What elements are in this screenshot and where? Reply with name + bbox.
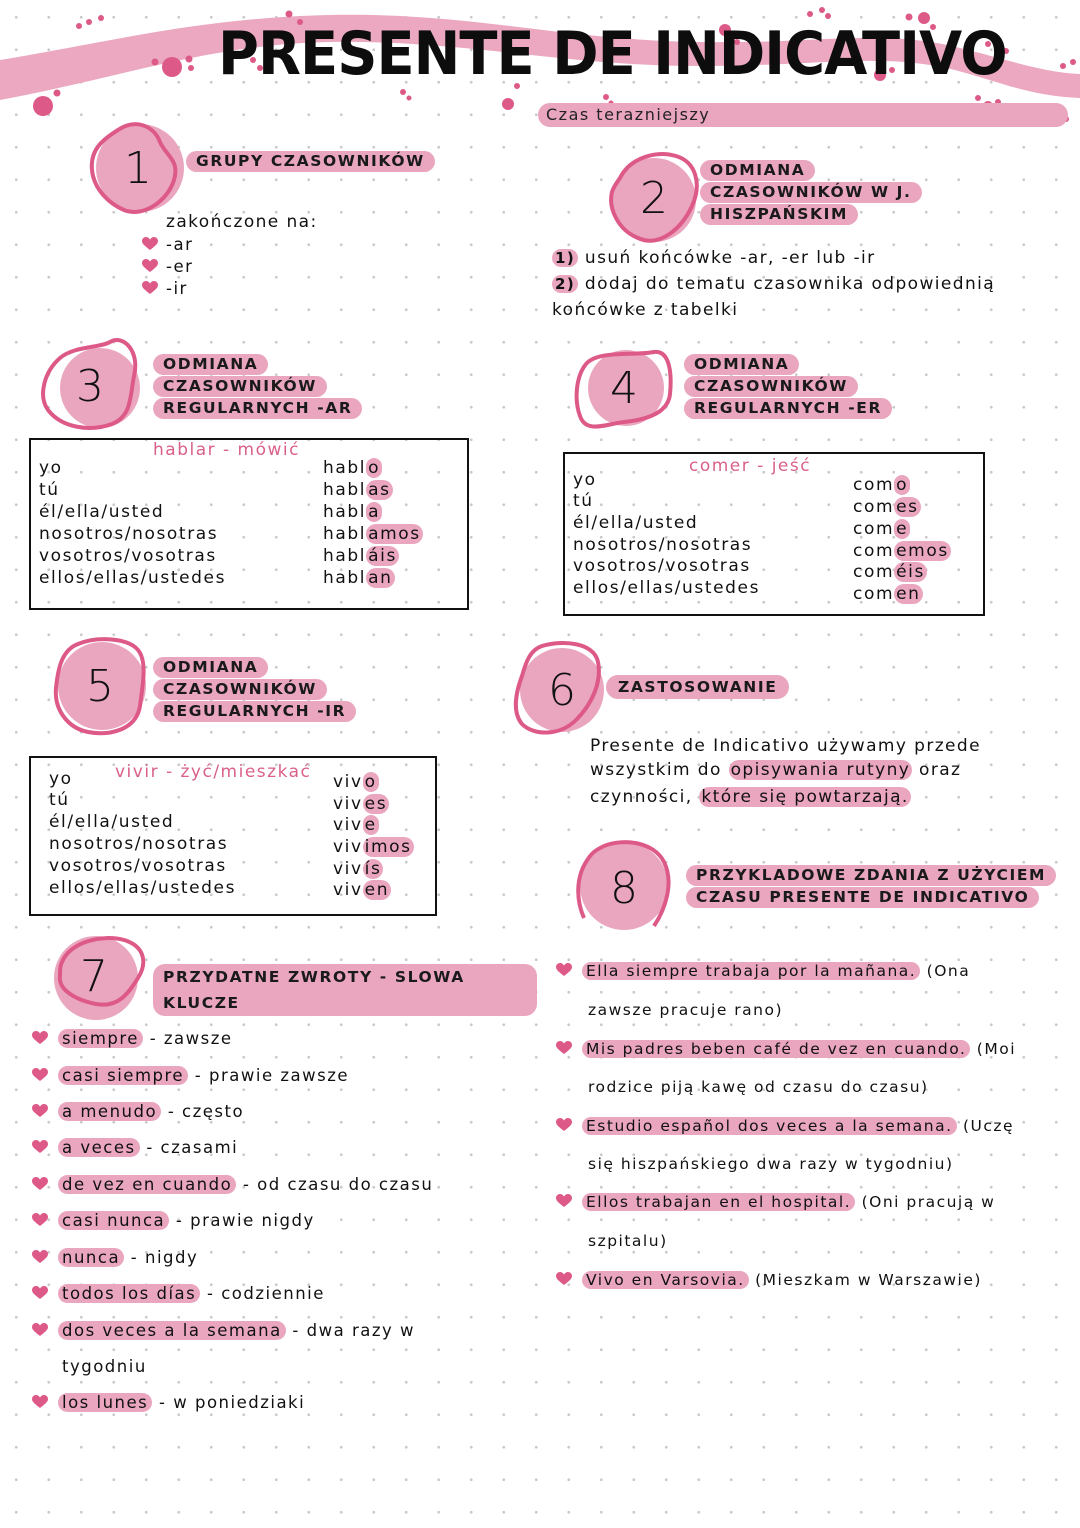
verb-form	[853, 561, 927, 583]
page-title: PRESENTE DE INDICATIVO	[218, 19, 1007, 89]
key-phrases-list	[32, 1028, 532, 1428]
steps-list	[552, 245, 995, 323]
section-title-line: ODMIANA	[684, 354, 799, 375]
heart-bullet-icon	[556, 1041, 572, 1055]
section-title-line: REGULARNYCH -AR	[153, 398, 362, 419]
step-text: dodaj do tematu czasownika odpowiednią	[584, 274, 996, 294]
sentence-pl-continued: rodzice piją kawę od czasu do czasu)	[588, 1078, 929, 1096]
pronoun: nosotros/nosotras	[573, 535, 753, 555]
usage-line-2	[590, 758, 981, 782]
section-title-line: PRZYDATNE ZWROTY - SLOWA KLUCZE	[153, 964, 537, 1016]
step-1	[552, 245, 995, 271]
section-6-header	[606, 675, 789, 700]
section-1-badge	[88, 118, 188, 218]
verb-label: vivir - żyć/mieszkać	[115, 762, 312, 782]
verb-form	[323, 501, 382, 523]
pronoun: vosotros/vosotras	[573, 556, 751, 576]
verb-ending: o	[364, 772, 377, 792]
verb-form	[853, 474, 910, 496]
verb-ending: amos	[368, 524, 421, 544]
section-number: 5	[86, 660, 114, 712]
sentence-pl: (Oni pracują w	[855, 1193, 996, 1211]
sentence-es: Vivo en Varsovia.	[582, 1271, 749, 1289]
sentence-es: Estudio español dos veces a la semana.	[582, 1117, 957, 1135]
conjugation-table-ar	[29, 438, 469, 610]
ending-text: -ir	[166, 279, 188, 298]
heart-bullet-icon	[556, 1118, 572, 1132]
conjugation-table-ir	[29, 756, 437, 916]
verb-ending: ís	[364, 859, 382, 879]
section-title-line: REGULARNYCH -ER	[684, 398, 892, 419]
pronoun: tú	[49, 790, 70, 810]
pronoun: él/ella/usted	[39, 502, 165, 522]
phrase-es: casi nunca	[58, 1211, 169, 1230]
verb-form	[323, 523, 423, 545]
verb-label: comer - jeść	[689, 456, 812, 476]
section-title-line: CZASU PRESENTE DE INDICATIVO	[686, 887, 1039, 908]
verb-stem: habl	[323, 546, 367, 566]
heart-bullet-icon	[556, 1194, 572, 1208]
section-8-header	[686, 865, 1056, 909]
verb-stem: viv	[333, 815, 363, 835]
sentence-pl: (Moi	[970, 1040, 1017, 1058]
heart-bullet-icon	[142, 281, 158, 295]
phrase-pl: - codziennie	[200, 1284, 325, 1303]
sentence-pl-continued: szpitalu)	[588, 1232, 668, 1250]
phrase-es: siempre	[58, 1029, 143, 1048]
verb-ending: e	[896, 519, 909, 539]
phrase-pl: - nigdy	[124, 1248, 199, 1267]
verb-form	[333, 879, 391, 901]
phrase-es: todos los días	[58, 1284, 200, 1303]
section-title-line: REGULARNYCH -IR	[153, 701, 356, 722]
pronoun: yo	[49, 769, 73, 789]
verb-ending: imos	[364, 837, 412, 857]
verb-form	[853, 583, 923, 605]
step-2	[552, 271, 995, 297]
section-7-badge	[52, 932, 152, 1032]
heart-bullet-icon	[32, 1031, 48, 1045]
section-4-header	[684, 354, 892, 420]
heart-bullet-icon	[32, 1213, 48, 1227]
verb-form	[333, 814, 379, 836]
verb-form	[333, 858, 383, 880]
step-text: usuń końcówke -ar, -er lub -ir	[584, 248, 876, 268]
step-2-continued: końcówke z tabelki	[552, 300, 739, 320]
verb-form	[333, 836, 414, 858]
pronoun: ellos/ellas/ustedes	[573, 578, 761, 598]
verb-form	[333, 771, 379, 793]
usage-paragraph	[590, 734, 981, 809]
phrase-es: a menudo	[58, 1102, 161, 1121]
verb-stem: habl	[323, 502, 367, 522]
verb-stem: viv	[333, 859, 363, 879]
section-3-header	[153, 354, 362, 420]
phrase-pl: - dwa razy w	[285, 1321, 416, 1340]
heart-bullet-icon	[32, 1068, 48, 1082]
sentence-pl: (Uczę	[956, 1117, 1015, 1135]
phrase-pl: - prawie nigdy	[169, 1211, 315, 1230]
step-number: 2)	[552, 275, 578, 293]
section-number: 3	[76, 360, 104, 412]
pronoun: él/ella/usted	[573, 513, 699, 533]
title-banner	[0, 0, 1080, 130]
section-number: 6	[548, 664, 576, 716]
pronoun: ellos/ellas/ustedes	[49, 878, 237, 898]
verb-ending: o	[368, 458, 381, 478]
section-3-badge	[40, 336, 140, 436]
section-title-line: ODMIANA	[700, 160, 815, 181]
verb-stem: habl	[323, 458, 367, 478]
phrase-pl: - w poniedziaki	[152, 1393, 306, 1412]
phrase-pl: - często	[161, 1102, 245, 1121]
ending-text: -er	[166, 257, 194, 276]
heart-bullet-icon	[32, 1323, 48, 1337]
verb-form	[333, 793, 389, 815]
section-8-badge	[574, 838, 674, 938]
section-6-badge	[512, 640, 612, 740]
section-5-badge	[50, 636, 150, 736]
section-title-line: CZASOWNIKÓW W J.	[700, 182, 922, 203]
heart-bullet-icon	[142, 259, 158, 273]
sentence-es: Ella siempre trabaja por la mañana.	[582, 962, 920, 980]
usage-line-3	[590, 785, 981, 809]
verb-stem: com	[853, 475, 895, 495]
section-1-header	[186, 151, 435, 173]
verb-stem: com	[853, 497, 895, 517]
verb-stem: habl	[323, 480, 367, 500]
verb-stem: com	[853, 519, 895, 539]
phrase-pl: - czasami	[139, 1138, 239, 1157]
section-number: 7	[80, 950, 108, 1002]
verb-stem: viv	[333, 880, 363, 900]
pronoun: yo	[573, 470, 597, 490]
section-title-line: ZASTOSOWANIE	[606, 675, 789, 699]
pronoun: tú	[573, 491, 594, 511]
sentence-pl-continued: się hiszpańskiego dwa razy w tygodniu)	[588, 1155, 954, 1173]
verb-label: hablar - mówić	[153, 440, 300, 460]
usage-line-1: Presente de Indicativo używamy przede	[590, 736, 981, 756]
pronoun: vosotros/vosotras	[49, 856, 227, 876]
section-number: 1	[124, 142, 152, 194]
verb-stem: habl	[323, 568, 367, 588]
verb-ending: e	[364, 815, 377, 835]
highlight: opisywania rutyny	[730, 760, 911, 780]
section-title-line: ODMIANA	[153, 657, 268, 678]
verb-stem: viv	[333, 772, 363, 792]
verb-ending: en	[364, 880, 390, 900]
verb-form	[323, 457, 382, 479]
section-number: 4	[610, 362, 638, 414]
conjugation-table-er	[563, 452, 985, 616]
step-number: 1)	[552, 249, 578, 267]
verb-form	[853, 496, 921, 518]
verb-ending: o	[896, 475, 909, 495]
heart-bullet-icon	[32, 1104, 48, 1118]
pronoun: vosotros/vosotras	[39, 546, 217, 566]
heart-bullet-icon	[32, 1140, 48, 1154]
verb-stem: com	[853, 584, 895, 604]
verb-stem: com	[853, 562, 895, 582]
phrase-es: de vez en cuando	[58, 1175, 236, 1194]
heart-bullet-icon	[142, 237, 158, 251]
pronoun: yo	[39, 458, 63, 478]
text: wszystkim do	[590, 760, 729, 780]
section-title-line: CZASOWNIKÓW	[153, 376, 327, 397]
phrase-pl: - prawie zawsze	[188, 1066, 350, 1085]
verb-form	[323, 545, 399, 567]
phrase-es: los lunes	[58, 1393, 152, 1412]
pronoun: tú	[39, 480, 60, 500]
verb-form	[853, 540, 951, 562]
endings-intro: zakończone na:	[166, 212, 318, 232]
phrase-es: a veces	[58, 1138, 140, 1157]
verb-ending: emos	[896, 541, 949, 561]
sentence-es: Ellos trabajan en el hospital.	[582, 1193, 855, 1211]
verb-ending: an	[368, 568, 393, 588]
section-title-line: PRZYKLADOWE ZDANIA Z UŻYCIEM	[686, 865, 1056, 886]
page-subtitle: Czas terazniejszy	[538, 103, 1068, 127]
section-title-line: ODMIANA	[153, 354, 268, 375]
sentence-pl: (Ona	[920, 962, 971, 980]
section-2-badge	[604, 148, 704, 248]
verb-ending: a	[368, 502, 381, 522]
heart-bullet-icon	[32, 1286, 48, 1300]
verb-form	[853, 518, 910, 540]
section-title-line: CZASOWNIKÓW	[684, 376, 858, 397]
text: oraz	[912, 760, 962, 780]
verb-ending: en	[896, 584, 921, 604]
sentence-pl: (Mieszkam w Warszawie)	[748, 1271, 982, 1289]
heart-bullet-icon	[32, 1177, 48, 1191]
phrase-pl-continued: tygodniu	[62, 1357, 147, 1376]
sentence-pl-continued: zawsze pracuje rano)	[588, 1001, 784, 1019]
ending-text: -ar	[166, 235, 194, 254]
heart-bullet-icon	[556, 1272, 572, 1286]
example-sentences-list	[556, 960, 1066, 1300]
verb-form	[323, 479, 393, 501]
verb-ending: es	[364, 794, 388, 814]
heart-bullet-icon	[556, 963, 572, 977]
verb-form	[323, 567, 395, 589]
verb-stem: viv	[333, 794, 363, 814]
section-title-line: HISZPAŃSKIM	[700, 204, 858, 225]
section-2-header	[700, 160, 922, 226]
verb-stem: com	[853, 541, 895, 561]
pronoun: ellos/ellas/ustedes	[39, 568, 227, 588]
section-4-badge	[574, 344, 674, 444]
section-number: 2	[640, 172, 668, 224]
section-title-line: CZASOWNIKÓW	[153, 679, 327, 700]
verb-stem: habl	[323, 524, 367, 544]
verb-ending: áis	[368, 546, 397, 566]
section-5-header	[153, 657, 356, 723]
phrase-pl: - zawsze	[142, 1029, 233, 1048]
phrase-pl: - od czasu do czasu	[236, 1175, 434, 1194]
section-title-line: GRUPY CZASOWNIKÓW	[186, 151, 435, 172]
verb-ending: as	[368, 480, 391, 500]
pronoun: nosotros/nosotras	[39, 524, 219, 544]
phrase-es: nunca	[58, 1248, 124, 1267]
verb-ending: éis	[896, 562, 925, 582]
heart-bullet-icon	[32, 1250, 48, 1264]
phrase-es: dos veces a la semana	[58, 1321, 286, 1340]
phrase-es: casi siempre	[58, 1066, 188, 1085]
highlight: które się powtarzają.	[701, 787, 909, 807]
pronoun: nosotros/nosotras	[49, 834, 229, 854]
section-number: 8	[610, 862, 638, 914]
text: czynności,	[590, 787, 700, 807]
verb-stem: viv	[333, 837, 363, 857]
pronoun: él/ella/usted	[49, 812, 175, 832]
section-7-header	[153, 964, 537, 1017]
sentence-es: Mis padres beben café de vez en cuando.	[582, 1040, 970, 1058]
heart-bullet-icon	[32, 1395, 48, 1409]
verb-ending: es	[896, 497, 919, 517]
